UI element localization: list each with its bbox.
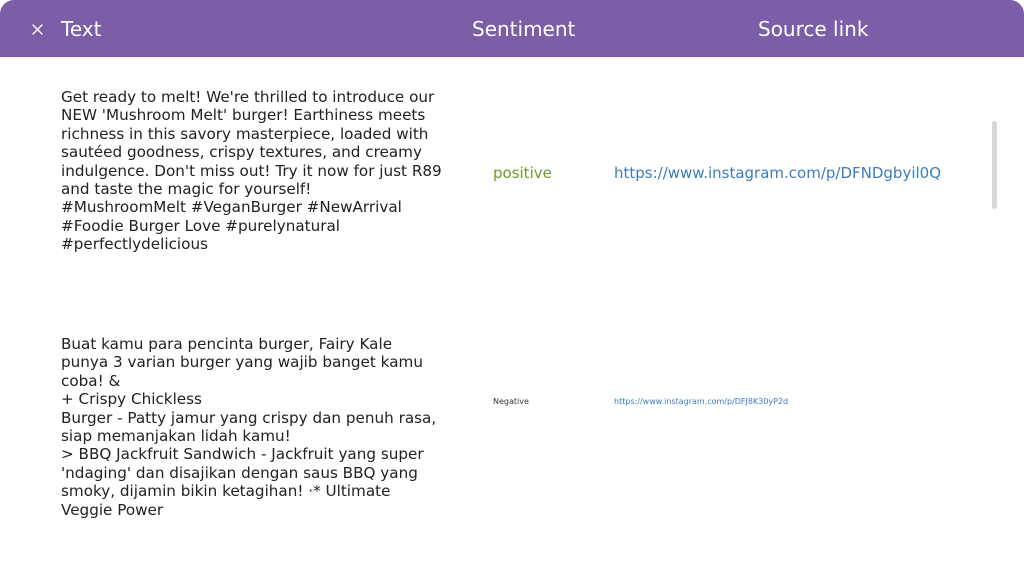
close-icon: [27, 18, 49, 40]
column-header-text: Text: [61, 17, 102, 41]
vertical-scrollbar[interactable]: [992, 121, 997, 209]
table-header: [0, 0, 1024, 57]
column-header-sentiment: Sentiment: [472, 17, 576, 41]
table-row: [0, 57, 1024, 297]
sentiment-cell: positive: [493, 164, 552, 182]
post-text-cell: Get ready to melt! We're thrilled to introduce our NEW 'Mushroom Melt' burger! Earthiness meets richness in this savory masterpiece, loaded with sautéed goodness, crispy textures, and creamy indulgence. Don't miss out! Try it now for just R89 and taste the magic for yourself! #MushroomMelt #VeganBurger #NewArrival #Foodie Burger Love #purelynatural #perfectlydelicious: [61, 88, 442, 254]
source-link[interactable]: https://www.instagram.com/p/DFJ8K30yP2d: [614, 397, 789, 406]
post-text-cell: Buat kamu para pencinta burger, Fairy Kale punya 3 varian burger yang wajib banget kamu coba! & + Crispy Chickless Burger - Patty jamur yang crispy dan penuh rasa, siap memanjakan lidah kamu! > BBQ Jackfruit Sandwich - Jackfruit yang super 'ndaging' dan disajikan dengan saus BBQ yang smoky, dijamin bikin ketagihan! ·* Ultimate Veggie Power: [61, 335, 437, 519]
source-link[interactable]: https://www.instagram.com/p/DFNDgbyil0Q: [614, 164, 942, 182]
table-row: [0, 297, 1024, 580]
column-header-source-link: Source link: [758, 17, 869, 41]
sentiment-cell: Negative: [493, 397, 529, 406]
close-button[interactable]: [27, 18, 49, 40]
